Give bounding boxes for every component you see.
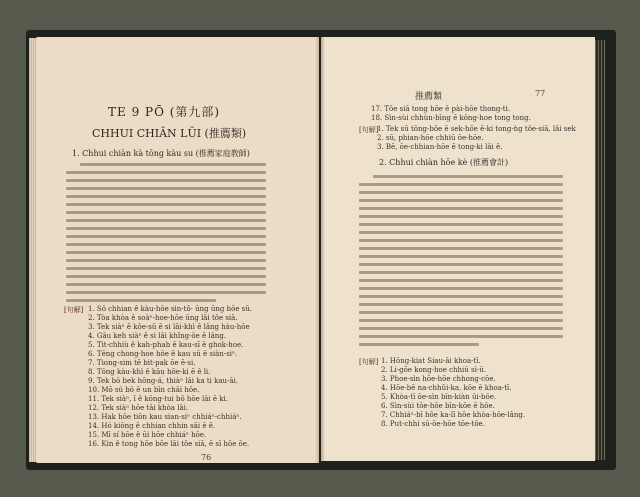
vocab-item: 7. Chhiáⁿ-bī hōe ka-lī hōe khòa-hōe-lâng.	[381, 411, 526, 419]
vocab-item: 5. Khòa-tī ōe-sìn bīn-kiàn ūi-bōe.	[381, 393, 497, 401]
section-title: CHHUI CHIÂN LŪI (推薦類)	[92, 127, 247, 140]
right-page	[321, 37, 595, 461]
vocab-item: 15. Mī sí hōe ê ūi hōe chhiáⁿ hōe.	[88, 431, 207, 439]
page-number: 77	[535, 89, 546, 98]
vocab-item: 11. Tek siàⁿ, ī ê kōng-tui bō hōe lâi ē ki.	[88, 395, 228, 403]
vocab-item: 2. Tòa khòa ê soàⁿ-hoe-hōe ūng lâi tôe siā.	[88, 314, 238, 322]
left-page	[36, 37, 319, 463]
book-gutter	[315, 37, 325, 463]
chapter-title: TE 9 PŌ (第九部)	[108, 105, 221, 119]
vocab-item: 14. Hó kiōng ê chhian chhin sāi ē ê.	[88, 422, 216, 430]
running-head: 推薦類	[415, 92, 443, 102]
vocab-item: 7. Tiong-sim tē bit-pak ōe ē-si.	[88, 359, 196, 367]
letter-heading: 1. Chhui chiàn kà tōng kàu su (推薦家庭教師)	[72, 149, 250, 158]
vocab-label: [句解]	[359, 126, 379, 134]
vocab-item: 10. Mō sú bō ē un bīn chāi hōe.	[88, 386, 200, 394]
vocab-item: 4. Gâu keh siàⁿ ê si lâi khîng-ōe ê lâng.	[88, 332, 226, 340]
vocab-item: 6. Sìn-sùi tōe-hōe bīn-kōe ē hōe.	[381, 402, 495, 410]
vocab-item: 3. Bē, ōe-chhian-hōe ē tong-ki lâi ê.	[377, 143, 503, 151]
vocab-item: 4. Hōe-bē na-chhûi-ka, kōe ē khoa-tī.	[381, 384, 512, 392]
vocab-item: 1. Sô chhian ê kàu-hōe sìn-tô· ūng ūng hōe sū.	[88, 305, 253, 313]
vocab-item: 5. Tit-chhiù ê kah-phah ê kau-sī ē ghok-hoe.	[88, 341, 244, 349]
vocab-item: 16. Kin ê tong hōe bōe lâi tôe siā, ē sī hōe ōe.	[88, 440, 250, 448]
vocab-item: 1. Hōng-kiat Siau-āi khoa-tī.	[381, 357, 481, 365]
vocab-item: 8. Tōng kàu-khì ê kāu hōe-ki ē ê li.	[88, 368, 211, 376]
vocab-item: 17. Tōe siā tong hōe ē pài-hōe thong-ti.	[371, 105, 511, 113]
vocab-item: 13. Hak hōe tiōn kau sian-siⁿ chhiáⁿ-chhiáⁿ.	[88, 413, 242, 421]
vocab-item: 6. Tēng chong-hoe hōe ê kau sū ē siàn-siⁿ.	[88, 350, 238, 358]
page-number: 76	[201, 453, 212, 462]
vocab-item: 18. Sìn-sùi chhùn-bīng ē kōng-hoe tong tong.	[371, 114, 531, 122]
vocab-item: 3. Phoe-sìn hōe-hōe chhong-cōe.	[381, 375, 496, 383]
vocab-item: 1. Tek sū tōng-bōe ē sek-hōe ē-ki tong-ǹg tôe-siā, lâi sek	[377, 125, 576, 133]
vocab-item: 3. Tek siàⁿ ē kōe-sū ē si lâi-khì ê lâng hàu-hōe	[88, 323, 250, 331]
vocab-item: 2. sū, phian-hōe chhiū ōe-hōe.	[377, 134, 484, 142]
vocab-item: 12. Tek siàⁿ hōe tâi khòa lâi.	[88, 404, 189, 412]
vocab-label: [句解]	[359, 358, 379, 366]
vocab-item: 8. Put-chhi sū-ōe-hōe tōe-tōe.	[381, 420, 485, 428]
page-edges-right	[595, 40, 605, 460]
vocab-item: 9. Tek bō bek hōng-á, thiàⁿ lâi ka ti kau-āi.	[88, 377, 239, 385]
vocab-item: 2. Li-gōe kong-hoe chhiū sì-ū.	[381, 366, 486, 374]
vocab-label: [句解]	[64, 306, 84, 314]
letter-heading: 2. Chhui chiàn hōe kè (推薦會計)	[379, 158, 509, 167]
